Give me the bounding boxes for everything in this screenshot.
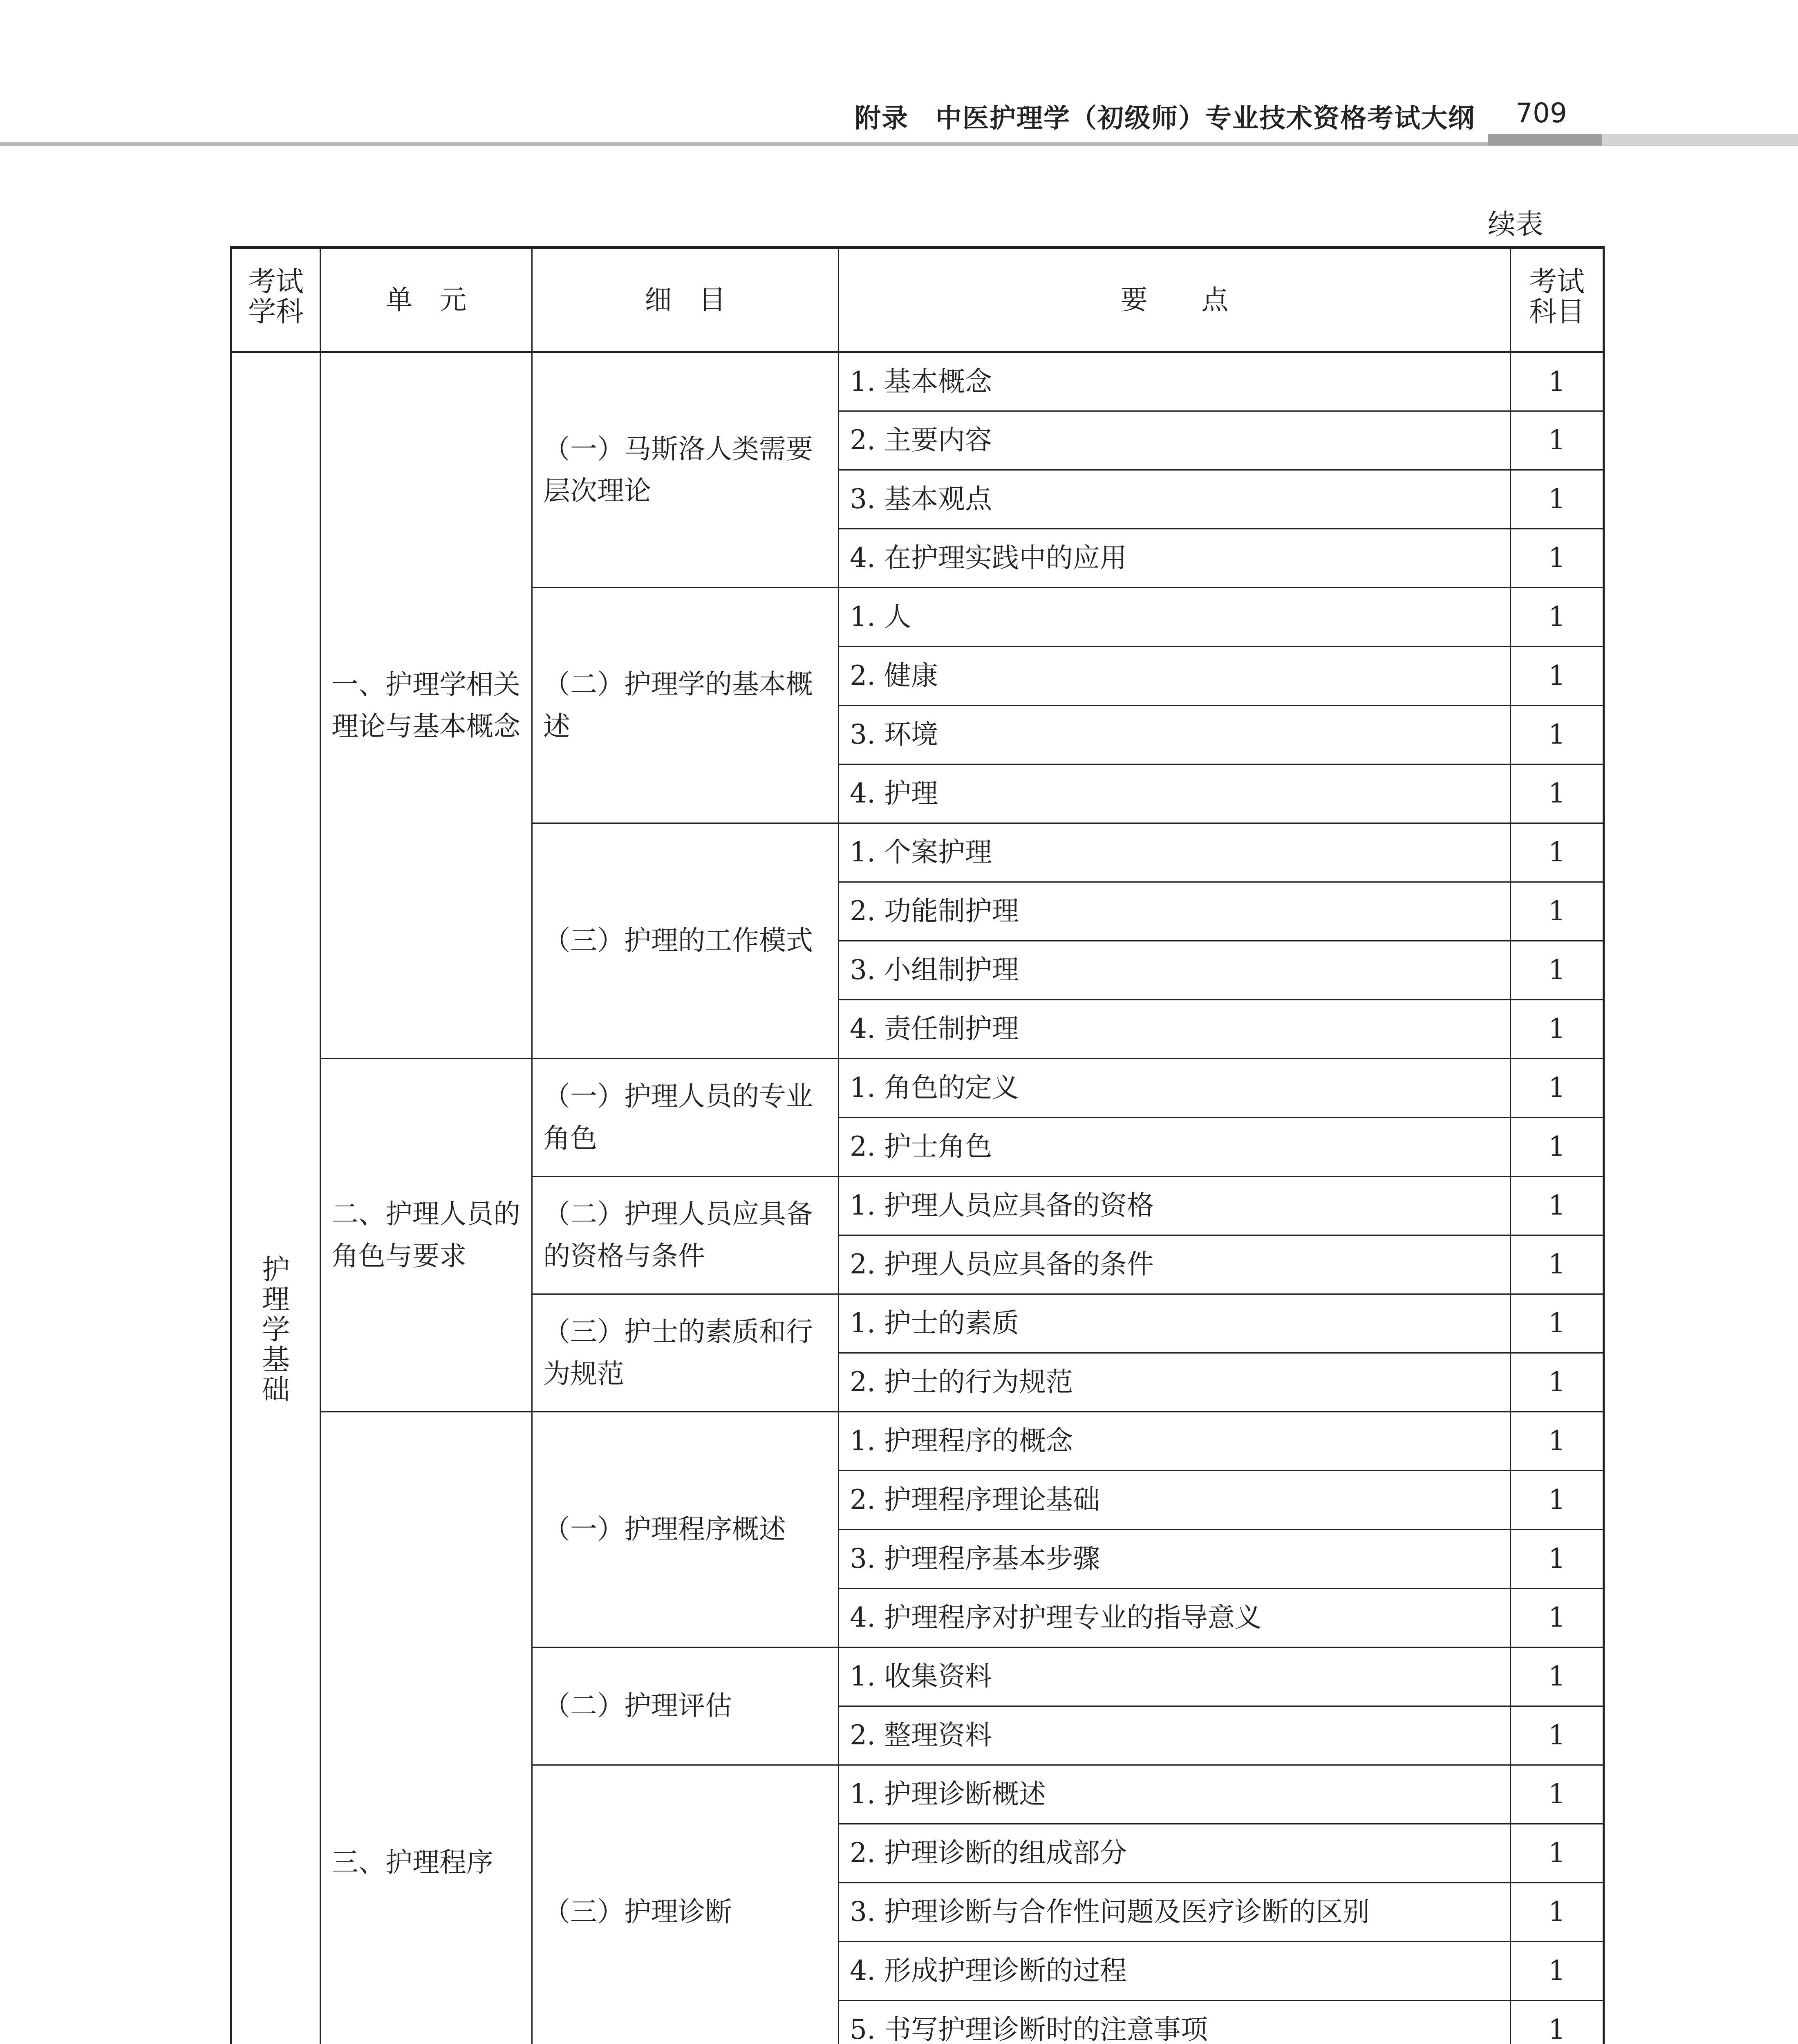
table-row [231, 1059, 1604, 1118]
point-cell: 1. 护理诊断概述 [839, 1765, 1511, 1824]
page-number: 709 [1516, 97, 1567, 129]
continued-label: 续表 [1488, 208, 1544, 241]
level-cell: 1 [1511, 1824, 1604, 1883]
point-cell: 1. 护理人员应具备的资格 [839, 1177, 1511, 1235]
point-cell: 3. 护理程序基本步骤 [839, 1530, 1511, 1589]
level-cell: 1 [1511, 1177, 1604, 1235]
level-cell: 1 [1511, 1471, 1604, 1530]
subject-label: 护理学基础 [262, 1253, 290, 1406]
point-cell: 1. 角色的定义 [839, 1059, 1511, 1118]
level-cell: 1 [1511, 2001, 1604, 2044]
level-cell: 1 [1511, 1000, 1604, 1059]
point-cell: 4. 在护理实践中的应用 [839, 529, 1511, 588]
table-body [231, 352, 1604, 2044]
point-cell: 2. 健康 [839, 647, 1511, 706]
level-cell: 1 [1511, 411, 1604, 470]
level-cell: 1 [1511, 1235, 1604, 1294]
col-header-item: 细 目 [532, 248, 839, 352]
point-cell: 1. 护理程序的概念 [839, 1412, 1511, 1471]
table-header-row [231, 248, 1604, 352]
point-cell: 1. 人 [839, 588, 1511, 647]
col-header-point: 要 点 [839, 248, 1511, 352]
level-cell: 1 [1511, 588, 1604, 647]
level-cell: 1 [1511, 1353, 1604, 1412]
item-cell: （二）护理评估 [532, 1647, 839, 1765]
level-cell: 1 [1511, 882, 1604, 941]
point-cell: 5. 书写护理诊断时的注意事项 [839, 2001, 1511, 2044]
item-cell: （二）护理学的基本概述 [532, 588, 839, 823]
point-cell: 2. 护理程序理论基础 [839, 1471, 1511, 1530]
level-cell: 1 [1511, 1589, 1604, 1647]
level-cell: 1 [1511, 529, 1604, 588]
level-cell: 1 [1511, 941, 1604, 1000]
level-cell: 1 [1511, 823, 1604, 882]
point-cell: 4. 护理程序对护理专业的指导意义 [839, 1589, 1511, 1647]
level-cell: 1 [1511, 764, 1604, 823]
table-row [231, 352, 1604, 411]
col-header-subject: 考试学科 [231, 248, 320, 352]
point-cell: 1. 个案护理 [839, 823, 1511, 882]
header-title: 附录 中医护理学（初级师）专业技术资格考试大纲 [855, 103, 1475, 134]
item-cell: （一）护理程序概述 [532, 1412, 839, 1647]
level-cell: 1 [1511, 1059, 1604, 1118]
point-cell: 4. 护理 [839, 764, 1511, 823]
item-cell: （一）护理人员的专业角色 [532, 1059, 839, 1177]
point-cell: 2. 护理人员应具备的条件 [839, 1235, 1511, 1294]
item-cell: （三）护理的工作模式 [532, 823, 839, 1059]
item-cell: （二）护理人员应具备的资格与条件 [532, 1177, 839, 1294]
subject-cell [231, 352, 320, 2044]
point-cell: 1. 基本概念 [839, 352, 1511, 411]
item-cell: （三）护士的素质和行为规范 [532, 1294, 839, 1412]
table-row [231, 1412, 1604, 1471]
point-cell: 2. 整理资料 [839, 1706, 1511, 1765]
point-cell: 2. 护士角色 [839, 1118, 1511, 1177]
level-cell: 1 [1511, 647, 1604, 706]
point-cell: 2. 主要内容 [839, 411, 1511, 470]
level-cell: 1 [1511, 1883, 1604, 1942]
point-cell: 4. 责任制护理 [839, 1000, 1511, 1059]
point-cell: 2. 功能制护理 [839, 882, 1511, 941]
level-cell: 1 [1511, 1706, 1604, 1765]
level-cell: 1 [1511, 706, 1604, 764]
header-rule-dark-block [1488, 134, 1602, 146]
point-cell: 1. 护士的素质 [839, 1294, 1511, 1353]
unit-cell: 一、护理学相关理论与基本概念 [320, 352, 532, 1059]
level-cell: 1 [1511, 1118, 1604, 1177]
point-cell: 2. 护理诊断的组成部分 [839, 1824, 1511, 1883]
item-cell: （三）护理诊断 [532, 1765, 839, 2044]
level-cell: 1 [1511, 1942, 1604, 2001]
col-header-unit: 单 元 [320, 248, 532, 352]
unit-cell: 二、护理人员的角色与要求 [320, 1059, 532, 1412]
point-cell: 3. 小组制护理 [839, 941, 1511, 1000]
level-cell: 1 [1511, 1647, 1604, 1706]
point-cell: 3. 护理诊断与合作性问题及医疗诊断的区别 [839, 1883, 1511, 1942]
unit-cell: 三、护理程序 [320, 1412, 532, 2044]
level-cell: 1 [1511, 1294, 1604, 1353]
point-cell: 1. 收集资料 [839, 1647, 1511, 1706]
syllabus-table [230, 246, 1605, 2044]
point-cell: 3. 基本观点 [839, 470, 1511, 529]
level-cell: 1 [1511, 1530, 1604, 1589]
level-cell: 1 [1511, 352, 1604, 411]
level-cell: 1 [1511, 470, 1604, 529]
level-cell: 1 [1511, 1765, 1604, 1824]
point-cell: 2. 护士的行为规范 [839, 1353, 1511, 1412]
col-header-level: 考试科目 [1511, 248, 1604, 352]
point-cell: 3. 环境 [839, 706, 1511, 764]
point-cell: 4. 形成护理诊断的过程 [839, 1942, 1511, 2001]
header-rule-light-block [1602, 134, 1798, 146]
item-cell: （一）马斯洛人类需要层次理论 [532, 352, 839, 588]
level-cell: 1 [1511, 1412, 1604, 1471]
